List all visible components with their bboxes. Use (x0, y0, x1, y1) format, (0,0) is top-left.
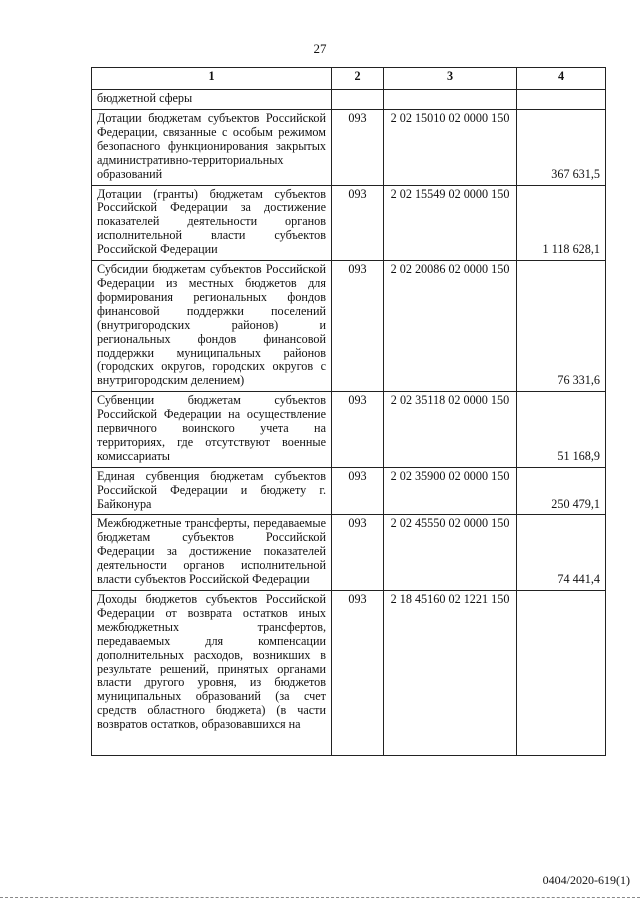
row-description: Дотации (гранты) бюджетам субъектов Российской Федерации за достижение показателей деятельности органов исполнительной власти субъектов Российской Федерации (92, 185, 332, 261)
row-description: Дотации бюджетам субъектов Российской Федерации, связанные с особым режимом безопасного функционирования закрытых административно-территориальных образований (92, 110, 332, 186)
continuation-text: бюджетной сферы (92, 90, 332, 110)
document-reference-number: 0404/2020-619(1) (542, 873, 630, 887)
row-admin-code: 093 (332, 467, 384, 515)
row-amount: 367 631,5 (517, 110, 606, 186)
column-header-2: 2 (332, 68, 384, 90)
table-row (92, 110, 606, 186)
page-number: 27 (313, 41, 327, 56)
row-budget-classification-code: 2 02 15549 02 0000 150 (384, 185, 517, 261)
row-budget-classification-code: 2 02 35900 02 0000 150 (384, 467, 517, 515)
row-description: Субвенции бюджетам субъектов Российской Федерации на осуществление первичного воинского учета на территориях, где отсутствуют военные комиссариаты (92, 392, 332, 468)
row-budget-classification-code: 2 18 45160 02 1221 150 (384, 591, 517, 756)
table-row (92, 261, 606, 392)
row-budget-classification-code: 2 02 15010 02 0000 150 (384, 110, 517, 186)
row-amount: 1 118 628,1 (517, 185, 606, 261)
row-amount: 76 331,6 (517, 261, 606, 392)
column-header-3: 3 (384, 68, 517, 90)
table-row (92, 185, 606, 261)
row-admin-code: 093 (332, 110, 384, 186)
row-budget-classification-code: 2 02 35118 02 0000 150 (384, 392, 517, 468)
table-row (92, 515, 606, 591)
table-header-row (92, 68, 606, 90)
table-row (92, 392, 606, 468)
row-description: Доходы бюджетов субъектов Российской Федерации от возврата остатков иных межбюджетных трансфертов, передаваемых для компенсации дополнительных расходов, возникших в результате решений, принятых органами власти другого уровня, из бюджетов муниципальных образований (за счет средств областного бюджета) (в части возвратов остатков, образовавшихся на (92, 591, 332, 756)
table-row (92, 467, 606, 515)
page-bottom-divider (0, 897, 640, 898)
column-header-4: 4 (517, 68, 606, 90)
table-row (92, 591, 606, 756)
row-description: Субсидии бюджетам субъектов Российской Федерации из местных бюджетов для формирования региональных фондов финансовой поддержки поселений (внутригородских районов) и региональных фондов финансовой поддержки муниципальных районов (городских округов, городских округов с внутригородским делением) (92, 261, 332, 392)
row-description: Единая субвенция бюджетам субъектов Российской Федерации и бюджету г. Байконура (92, 467, 332, 515)
row-description: Межбюджетные трансферты, передаваемые бюджетам субъектов Российской Федерации за достижение показателей деятельности органов исполнительной власти субъектов Российской Федерации (92, 515, 332, 591)
row-budget-classification-code: 2 02 20086 02 0000 150 (384, 261, 517, 392)
row-admin-code: 093 (332, 392, 384, 468)
row-admin-code: 093 (332, 591, 384, 756)
row-amount: 250 479,1 (517, 467, 606, 515)
budget-revenue-table (91, 67, 606, 756)
row-admin-code: 093 (332, 185, 384, 261)
continuation-row (92, 90, 606, 110)
row-admin-code: 093 (332, 515, 384, 591)
row-admin-code: 093 (332, 261, 384, 392)
row-amount: 51 168,9 (517, 392, 606, 468)
row-budget-classification-code: 2 02 45550 02 0000 150 (384, 515, 517, 591)
row-amount (517, 591, 606, 756)
row-amount: 74 441,4 (517, 515, 606, 591)
column-header-1: 1 (92, 68, 332, 90)
